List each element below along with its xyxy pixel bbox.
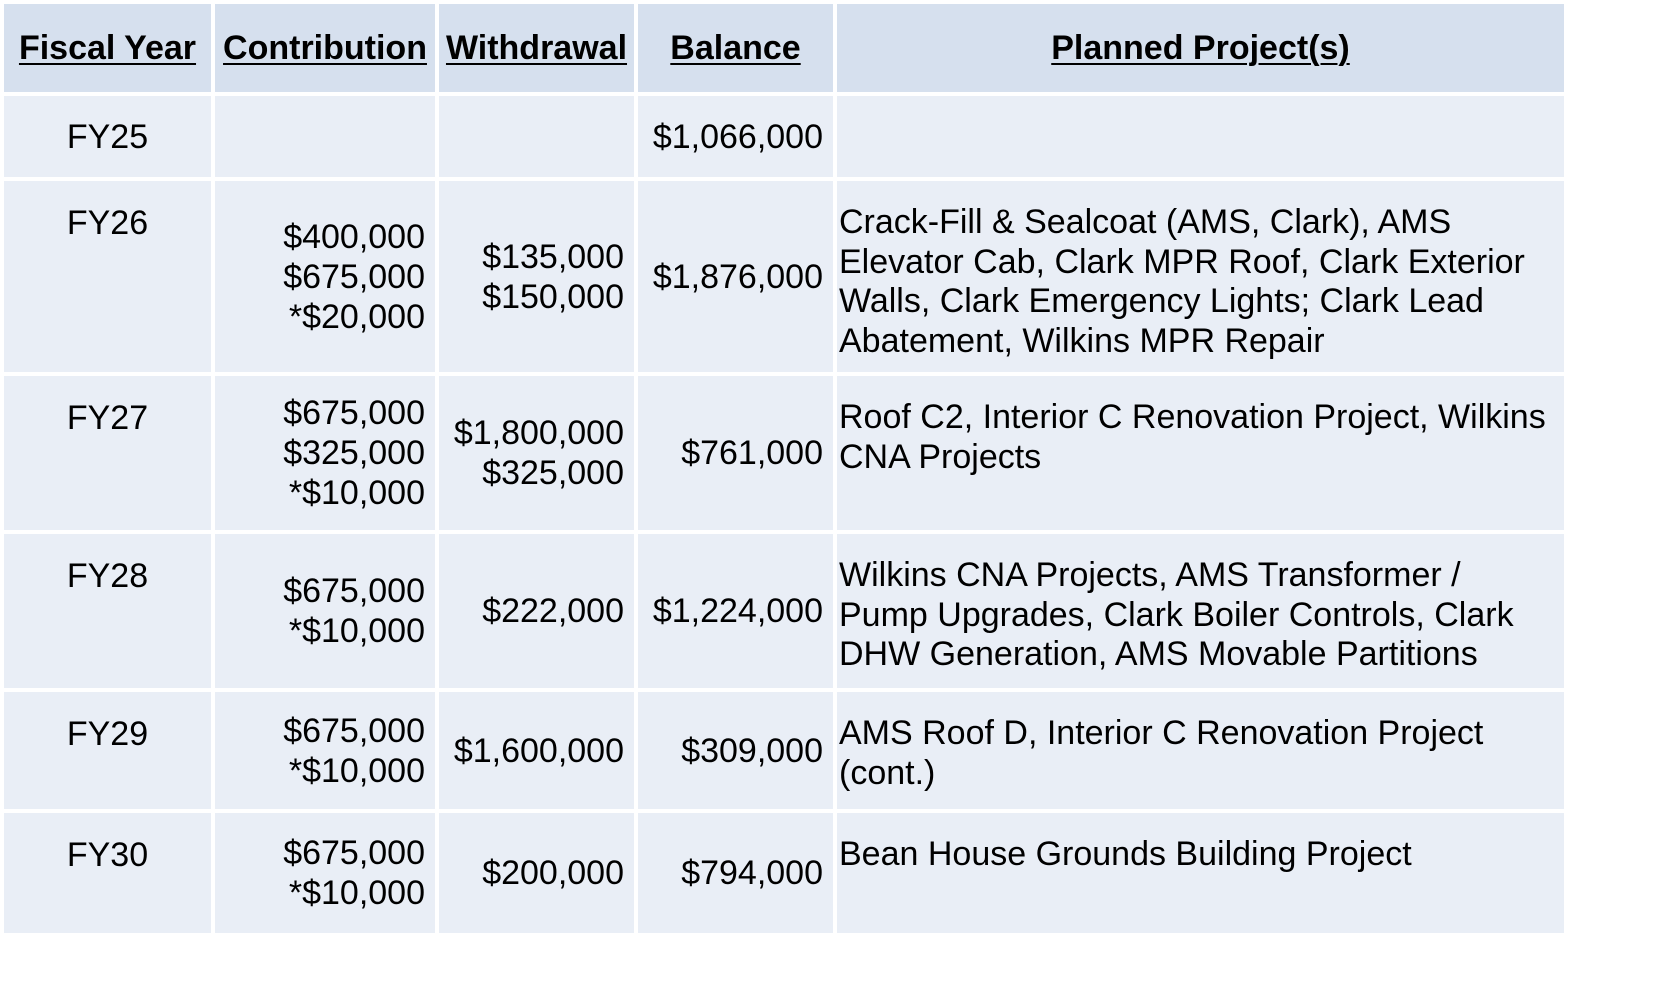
withdrawal-cell <box>439 96 634 177</box>
contribution-cell <box>215 534 435 688</box>
planned-projects-text: Bean House Grounds Building Project <box>839 835 1412 873</box>
planned-projects-text: Roof C2, Interior C Renovation Project, Wilkins CNA Projects <box>839 398 1546 476</box>
planned-projects-text: Wilkins CNA Projects, AMS Transformer / Pump Upgrades, Clark Boiler Controls, Clark DHW Generation, AMS Movable Partitions <box>839 556 1514 673</box>
header-planned-projects-label: Planned Project(s) <box>1051 29 1350 67</box>
header-fiscal-year <box>4 4 211 92</box>
fiscal-year-value: FY25 <box>66 117 149 156</box>
fiscal-year-value: FY26 <box>66 204 149 242</box>
fiscal-year-value: FY28 <box>66 557 149 595</box>
withdrawal-amount: $200,000 <box>482 854 624 892</box>
balance-cell <box>638 96 833 177</box>
planned-projects-cell <box>837 813 1564 933</box>
balance-cell <box>638 692 833 809</box>
planned-projects-cell <box>837 692 1564 809</box>
contribution-amount: $675,000 <box>283 711 425 750</box>
planned-projects-cell <box>837 376 1564 530</box>
balance-amount: $761,000 <box>681 434 823 472</box>
contribution-cell <box>215 692 435 809</box>
fiscal-year-cell <box>4 96 211 177</box>
withdrawal-cell <box>439 181 634 372</box>
withdrawal-amount: $150,000 <box>482 277 624 316</box>
fiscal-year-value: FY27 <box>66 399 149 437</box>
withdrawal-amount: $1,800,000 <box>453 414 624 452</box>
contribution-amount: *$10,000 <box>288 874 425 912</box>
contribution-amount: $400,000 <box>283 217 425 256</box>
contribution-amount: $325,000 <box>283 434 425 472</box>
balance-amount: $309,000 <box>681 731 823 770</box>
header-planned-projects <box>837 4 1564 92</box>
fiscal-year-cell <box>4 813 211 933</box>
contribution-cell <box>215 376 435 530</box>
contribution-cell <box>215 813 435 933</box>
contribution-amount: *$10,000 <box>288 474 425 512</box>
balance-cell <box>638 534 833 688</box>
withdrawal-cell <box>439 376 634 530</box>
planned-projects-cell <box>837 181 1564 372</box>
header-fiscal-year-label: Fiscal Year <box>18 29 197 67</box>
contribution-cell <box>215 96 435 177</box>
balance-cell <box>638 181 833 372</box>
contribution-amount: $675,000 <box>283 572 425 610</box>
planned-projects-text: AMS Roof D, Interior C Renovation Project (cont.) <box>839 714 1484 792</box>
header-balance <box>638 4 833 92</box>
header-withdrawal <box>439 4 634 92</box>
fiscal-year-value: FY30 <box>66 836 149 874</box>
withdrawal-amount: $222,000 <box>482 592 624 630</box>
fiscal-year-cell <box>4 534 211 688</box>
header-balance-label: Balance <box>670 29 801 67</box>
withdrawal-cell <box>439 692 634 809</box>
planned-projects-cell <box>837 534 1564 688</box>
balance-amount: $794,000 <box>681 854 823 892</box>
contribution-amount: $675,000 <box>283 394 425 432</box>
withdrawal-cell <box>439 534 634 688</box>
planned-projects-cell <box>837 96 1564 177</box>
balance-amount: $1,876,000 <box>652 257 823 296</box>
withdrawal-cell <box>439 813 634 933</box>
contribution-amount: $675,000 <box>283 257 425 296</box>
contribution-amount: *$10,000 <box>288 612 425 650</box>
withdrawal-amount: $135,000 <box>482 237 624 276</box>
fiscal-year-cell <box>4 376 211 530</box>
balance-cell <box>638 813 833 933</box>
balance-cell <box>638 376 833 530</box>
withdrawal-amount: $325,000 <box>482 454 624 492</box>
header-contribution-label: Contribution <box>223 29 427 67</box>
contribution-amount: $675,000 <box>283 834 425 872</box>
fiscal-year-cell <box>4 692 211 809</box>
header-contribution <box>215 4 435 92</box>
fiscal-year-cell <box>4 181 211 372</box>
withdrawal-amount: $1,600,000 <box>453 731 624 770</box>
fiscal-year-value: FY29 <box>66 715 149 753</box>
balance-amount: $1,066,000 <box>652 117 823 156</box>
contribution-cell <box>215 181 435 372</box>
contribution-amount: *$20,000 <box>288 297 425 336</box>
header-withdrawal-label: Withdrawal <box>445 29 628 67</box>
contribution-amount: *$10,000 <box>288 751 425 790</box>
planned-projects-text: Crack-Fill & Sealcoat (AMS, Clark), AMS Elevator Cab, Clark MPR Roof, Clark Exterior Walls, Clark Emergency Lights; Clark Lead Abatement, Wilkins MPR Repair <box>839 203 1525 360</box>
balance-amount: $1,224,000 <box>652 592 823 630</box>
